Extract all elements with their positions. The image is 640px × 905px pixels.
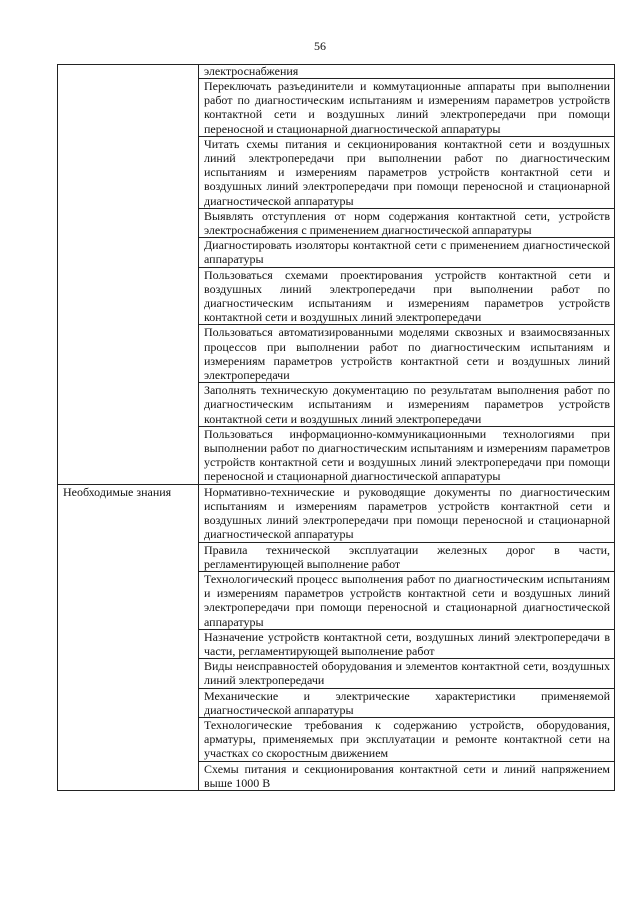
skill-item: Выявлять отступления от норм содержания контактной сети, устройств электроснабжения с применением диагностической аппаратуры xyxy=(199,208,615,237)
page-number: 56 xyxy=(314,39,326,53)
skill-item: Заполнять техническую документацию по результатам выполнения работ по диагностическим испытаниям и измерениям параметров устройств контактной сети и воздушных линий электропередачи xyxy=(199,383,615,427)
skill-item: Читать схемы питания и секционирования контактной сети и воздушных линий электропередачи при выполнении работ по диагностическим испытаниям и измерениям параметров устройств контактной сети и воздушных линий электропередачи при помощи переносной и стационарной диагностической аппаратуры xyxy=(199,136,615,208)
knowledge-item: Правила технической эксплуатации железных дорог в части, регламентирующей выполнение работ xyxy=(199,542,615,571)
knowledge-item: Технологический процесс выполнения работ по диагностическим испытаниям и измерениям параметров устройств контактной сети и воздушных линий электропередачи при помощи переносной и стационарной диагностической аппаратуры xyxy=(199,571,615,629)
competency-table xyxy=(57,64,615,791)
knowledge-item: Виды неисправностей оборудования и элементов контактной сети, воздушных линий электропередачи xyxy=(199,659,615,688)
skill-item: Пользоваться автоматизированными моделями сквозных и взаимосвязанных процессов при выполнении работ по диагностическим испытаниям и измерениям параметров устройств контактной сети и воздушных линий электропередачи xyxy=(199,325,615,383)
knowledge-item: Схемы питания и секционирования контактной сети и линий напряжением выше 1000 В xyxy=(199,761,615,790)
section-label: Необходимые знания xyxy=(58,484,199,790)
skill-item: Пользоваться схемами проектирования устройств контактной сети и воздушных линий электропередачи при выполнении работ по диагностическим испытаниям и измерениям параметров устройств контактной сети и воздушных линий электропередачи xyxy=(199,267,615,325)
knowledge-item: Нормативно-технические и руководящие документы по диагностическим испытаниям и измерениям параметров устройств контактной сети и воздушных линий электропередачи при помощи переносной и стационарной диагностической аппаратуры xyxy=(199,484,615,542)
table-row xyxy=(58,65,615,79)
knowledge-item: Назначение устройств контактной сети, воздушных линий электропередачи в части, регламентирующей выполнение работ xyxy=(199,629,615,658)
skill-item: Переключать разъединители и коммутационные аппараты при выполнении работ по диагностическим испытаниям и измерениям параметров устройств контактной сети и воздушных линий электропередачи при помощи переносной и стационарной диагностической аппаратуры xyxy=(199,79,615,137)
knowledge-item: Технологические требования к содержанию устройств, оборудования, арматуры, применяемых при эксплуатации и ремонте контактной сети на участках со скоростным движением xyxy=(199,717,615,761)
skill-item: Диагностировать изоляторы контактной сети с применением диагностической аппаратуры xyxy=(199,238,615,267)
skill-item: электроснабжения xyxy=(199,65,615,79)
knowledge-item: Механические и электрические характеристики применяемой диагностической аппаратуры xyxy=(199,688,615,717)
table-row xyxy=(58,484,615,542)
skill-item: Пользоваться информационно-коммуникационными технологиями при выполнении работ по диагностическим испытаниям и измерениям параметров устройств контактной сети и воздушных линий электропередачи при помощи переносной и стационарной диагностической аппаратуры xyxy=(199,426,615,484)
section-label xyxy=(58,65,199,485)
